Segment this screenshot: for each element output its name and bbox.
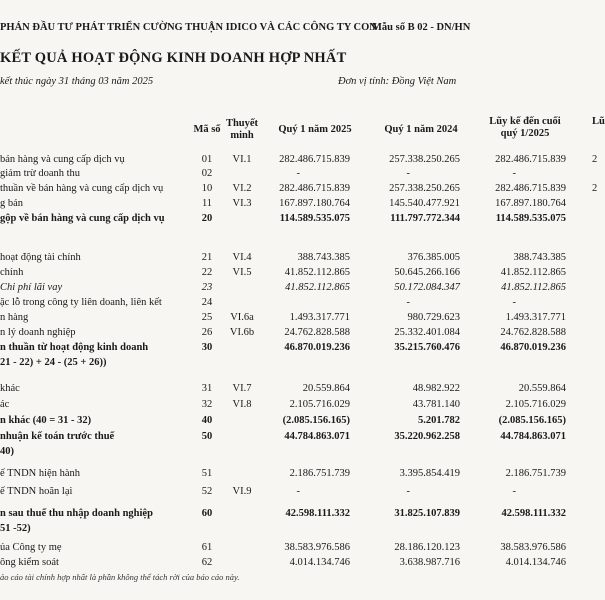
row-formula: 40): [0, 446, 14, 457]
header-q1-2025: Quý 1 năm 2025: [278, 124, 352, 135]
row-code: 60: [201, 508, 213, 519]
row-q1-2025: -: [296, 168, 300, 179]
row-code: 21: [201, 252, 213, 263]
table-row: [0, 168, 600, 182]
row-q1-2024: -: [406, 168, 410, 179]
row-code: 24: [201, 297, 213, 308]
row-q1-2025: 20.559.864: [302, 383, 350, 394]
row-note: VI.1: [232, 154, 252, 165]
row-q1-2025: 44.784.863.071: [284, 431, 350, 442]
table-row: [0, 282, 600, 296]
row-ytd: 24.762.828.588: [500, 327, 566, 338]
row-q1-2025: 282.486.715.839: [279, 183, 350, 194]
row-q1-2024: 35.220.962.258: [394, 431, 460, 442]
table-row: [0, 312, 600, 326]
header-note-line2: minh: [230, 130, 254, 141]
row-ytd: 282.486.715.839: [495, 154, 566, 165]
row-q1-2024: 111.797.772.344: [390, 213, 460, 224]
row-label: nhuận kế toán trước thuế: [0, 431, 115, 442]
row-q1-2025: 46.870.019.236: [284, 342, 350, 353]
row-q1-2025: 38.583.976.586: [284, 542, 350, 553]
table-row: [0, 267, 600, 281]
row-ytd: 167.897.180.764: [495, 198, 566, 209]
row-formula: 51 -52): [0, 523, 31, 534]
row-note: VI.7: [232, 383, 252, 394]
row-ytd: -: [512, 168, 516, 179]
row-code: 31: [201, 383, 213, 394]
row-ytd: 46.870.019.236: [500, 342, 566, 353]
row-note: VI.9: [232, 486, 252, 497]
row-q1-2024: 145.540.477.921: [389, 198, 460, 209]
row-code: 30: [201, 342, 213, 353]
row-q1-2024: 50.645.266.166: [394, 267, 460, 278]
row-note: VI.6a: [230, 312, 254, 323]
table-row: [0, 213, 600, 227]
row-label: n lý doanh nghiệp: [0, 327, 76, 338]
row-label: n hàng: [0, 312, 29, 323]
row-label: n thuần từ hoạt động kinh doanh: [0, 342, 149, 353]
row-label: bán hàng và cung cấp dịch vụ: [0, 154, 125, 165]
report-period: kết thúc ngày 31 tháng 03 năm 2025: [0, 76, 154, 87]
row-ytd: 20.559.864: [518, 383, 566, 394]
row-label: n khác (40 = 31 - 32): [0, 415, 92, 426]
row-q1-2024: 5.201.782: [418, 415, 460, 426]
row-note: VI.6b: [229, 327, 255, 338]
row-ytd: 41.852.112.865: [501, 282, 566, 293]
table-row: [0, 383, 600, 397]
row-code: 20: [201, 213, 213, 224]
row-code: 02: [201, 168, 213, 179]
row-q1-2025: 42.598.111.332: [285, 508, 350, 519]
row-code: 11: [201, 198, 213, 209]
row-q1-2025: 282.486.715.839: [279, 154, 350, 165]
row-q1-2025: 41.852.112.865: [285, 282, 350, 293]
header-ytd-line2: quý 1/2025: [500, 128, 550, 139]
row-q1-2025: 4.014.134.746: [289, 557, 350, 568]
row-label: g bán: [0, 198, 24, 209]
header-ytd-line1: Lũy kế đến cuối: [489, 116, 561, 127]
row-code: 32: [201, 399, 213, 410]
header-note: [220, 118, 264, 142]
row-ytd: -: [512, 297, 516, 308]
form-number: Mẫu số B 02 - DN/HN: [372, 22, 471, 33]
table-row: [0, 431, 600, 445]
table-row: [0, 327, 600, 341]
row-code: 62: [201, 557, 213, 568]
table-row: [0, 198, 600, 212]
table-row: [0, 557, 600, 571]
row-label: giảm trừ doanh thu: [0, 168, 81, 179]
row-q1-2025: 41.852.112.865: [284, 267, 350, 278]
row-q1-2025: -: [296, 486, 300, 497]
table-row: [0, 297, 600, 311]
row-q1-2025: 388.743.385: [297, 252, 350, 263]
header-note-line1: Thuyết: [225, 118, 259, 129]
company-name: PHÁN ĐẦU TƯ PHÁT TRIỂN CƯỜNG THUẬN IDICO VÀ CÁC CÔNG TY CON: [0, 22, 377, 33]
row-q1-2025: 2.186.751.739: [289, 468, 350, 479]
row-q1-2025: 2.105.716.029: [289, 399, 350, 410]
row-ytd: 38.583.976.586: [500, 542, 566, 553]
row-q1-2025: 167.897.180.764: [279, 198, 350, 209]
table-row: [0, 415, 600, 429]
row-q1-2024: 31.825.107.839: [394, 508, 460, 519]
table-row: [0, 468, 600, 482]
row-label: thuần về bán hàng và cung cấp dịch vụ: [0, 183, 164, 194]
row-q1-2024: -: [406, 297, 410, 308]
row-note: VI.8: [232, 399, 252, 410]
row-code: 40: [201, 415, 213, 426]
row-code: 23: [201, 282, 213, 293]
row-label: ủa Công ty mẹ: [0, 542, 62, 553]
row-q1-2024: 35.215.760.476: [394, 342, 460, 353]
row-label: chính: [0, 267, 24, 278]
row-code: 61: [201, 542, 213, 553]
row-note: VI.4: [232, 252, 252, 263]
row-q1-2024: 50.172.084.347: [394, 282, 460, 293]
row-note: VI.3: [232, 198, 252, 209]
row-note: VI.2: [232, 183, 252, 194]
row-q1-2025: 1.493.317.771: [289, 312, 350, 323]
row-q1-2024: 980.729.623: [407, 312, 460, 323]
row-ytd: 2.105.716.029: [505, 399, 566, 410]
row-code: 52: [201, 486, 213, 497]
row-q1-2024: -: [406, 486, 410, 497]
row-label: ế TNDN hiện hành: [0, 468, 80, 479]
row-q1-2024: 43.781.140: [412, 399, 460, 410]
row-ytd: (2.085.156.165): [498, 415, 566, 426]
table-row: [0, 183, 600, 197]
row-ytd: 1.493.317.771: [505, 312, 566, 323]
row-ytd: -: [512, 486, 516, 497]
row-q1-2024: 48.982.922: [412, 383, 460, 394]
row-code: 25: [201, 312, 213, 323]
row-ytd: 44.784.863.071: [500, 431, 566, 442]
row-label: ác: [0, 399, 10, 410]
currency-unit: Đơn vị tính: Đồng Việt Nam: [338, 76, 457, 87]
row-ytd: 114.589.535.075: [495, 213, 566, 224]
table-row: [0, 399, 600, 413]
row-label: Chi phí lãi vay: [0, 282, 63, 293]
header-ytd: [478, 116, 572, 140]
row-label: khác: [0, 383, 20, 394]
table-row: [0, 252, 600, 266]
row-formula: 21 - 22) + 24 - (25 + 26)): [0, 357, 107, 368]
row-label: ông kiểm soát: [0, 557, 59, 568]
row-ytd: 2.186.751.739: [505, 468, 566, 479]
row-q1-2024: 257.338.250.265: [389, 183, 460, 194]
row-q1-2025: (2.085.156.165): [282, 415, 350, 426]
row-label: ặc lỗ trong công ty liên doanh, liên kết: [0, 297, 162, 308]
row-code: 10: [201, 183, 213, 194]
table-row: [0, 542, 600, 556]
header-q1-2024: Quý 1 năm 2024: [384, 124, 458, 135]
row-edge: 2: [592, 183, 598, 194]
row-q1-2024: 376.385.005: [407, 252, 460, 263]
footnote: ảo cáo tài chính hợp nhất là phần không thể tách rời của báo cáo này.: [0, 572, 240, 582]
row-q1-2024: 257.338.250.265: [389, 154, 460, 165]
row-q1-2024: 25.332.401.084: [394, 327, 460, 338]
row-ytd: 4.014.134.746: [505, 557, 566, 568]
row-label: hoạt động tài chính: [0, 252, 81, 263]
header-code: Mã số: [193, 124, 221, 135]
row-code: 26: [201, 327, 213, 338]
table-row: [0, 154, 600, 168]
header-edge: Lũ: [592, 116, 605, 127]
row-q1-2024: 3.638.987.716: [399, 557, 460, 568]
row-ytd: 42.598.111.332: [501, 508, 566, 519]
row-label: ế TNDN hoãn lại: [0, 486, 73, 497]
report-title: KẾT QUẢ HOẠT ĐỘNG KINH DOANH HỢP NHẤT: [0, 50, 347, 66]
row-edge: 2: [592, 154, 598, 165]
row-code: 50: [201, 431, 213, 442]
row-label: n sau thuế thu nhập doanh nghiệp: [0, 508, 153, 519]
row-q1-2025: 114.589.535.075: [279, 213, 350, 224]
table-row: [0, 508, 600, 522]
row-q1-2024: 28.186.120.123: [394, 542, 460, 553]
row-q1-2025: 24.762.828.588: [284, 327, 350, 338]
row-code: 22: [201, 267, 213, 278]
table-row: [0, 342, 600, 356]
row-label: gộp về bán hàng và cung cấp dịch vụ: [0, 213, 165, 224]
row-ytd: 41.852.112.865: [500, 267, 566, 278]
row-q1-2024: 3.395.854.419: [399, 468, 460, 479]
row-code: 01: [201, 154, 213, 165]
row-ytd: 282.486.715.839: [495, 183, 566, 194]
row-code: 51: [201, 468, 213, 479]
row-note: VI.5: [232, 267, 252, 278]
table-row: [0, 486, 600, 500]
row-ytd: 388.743.385: [513, 252, 566, 263]
